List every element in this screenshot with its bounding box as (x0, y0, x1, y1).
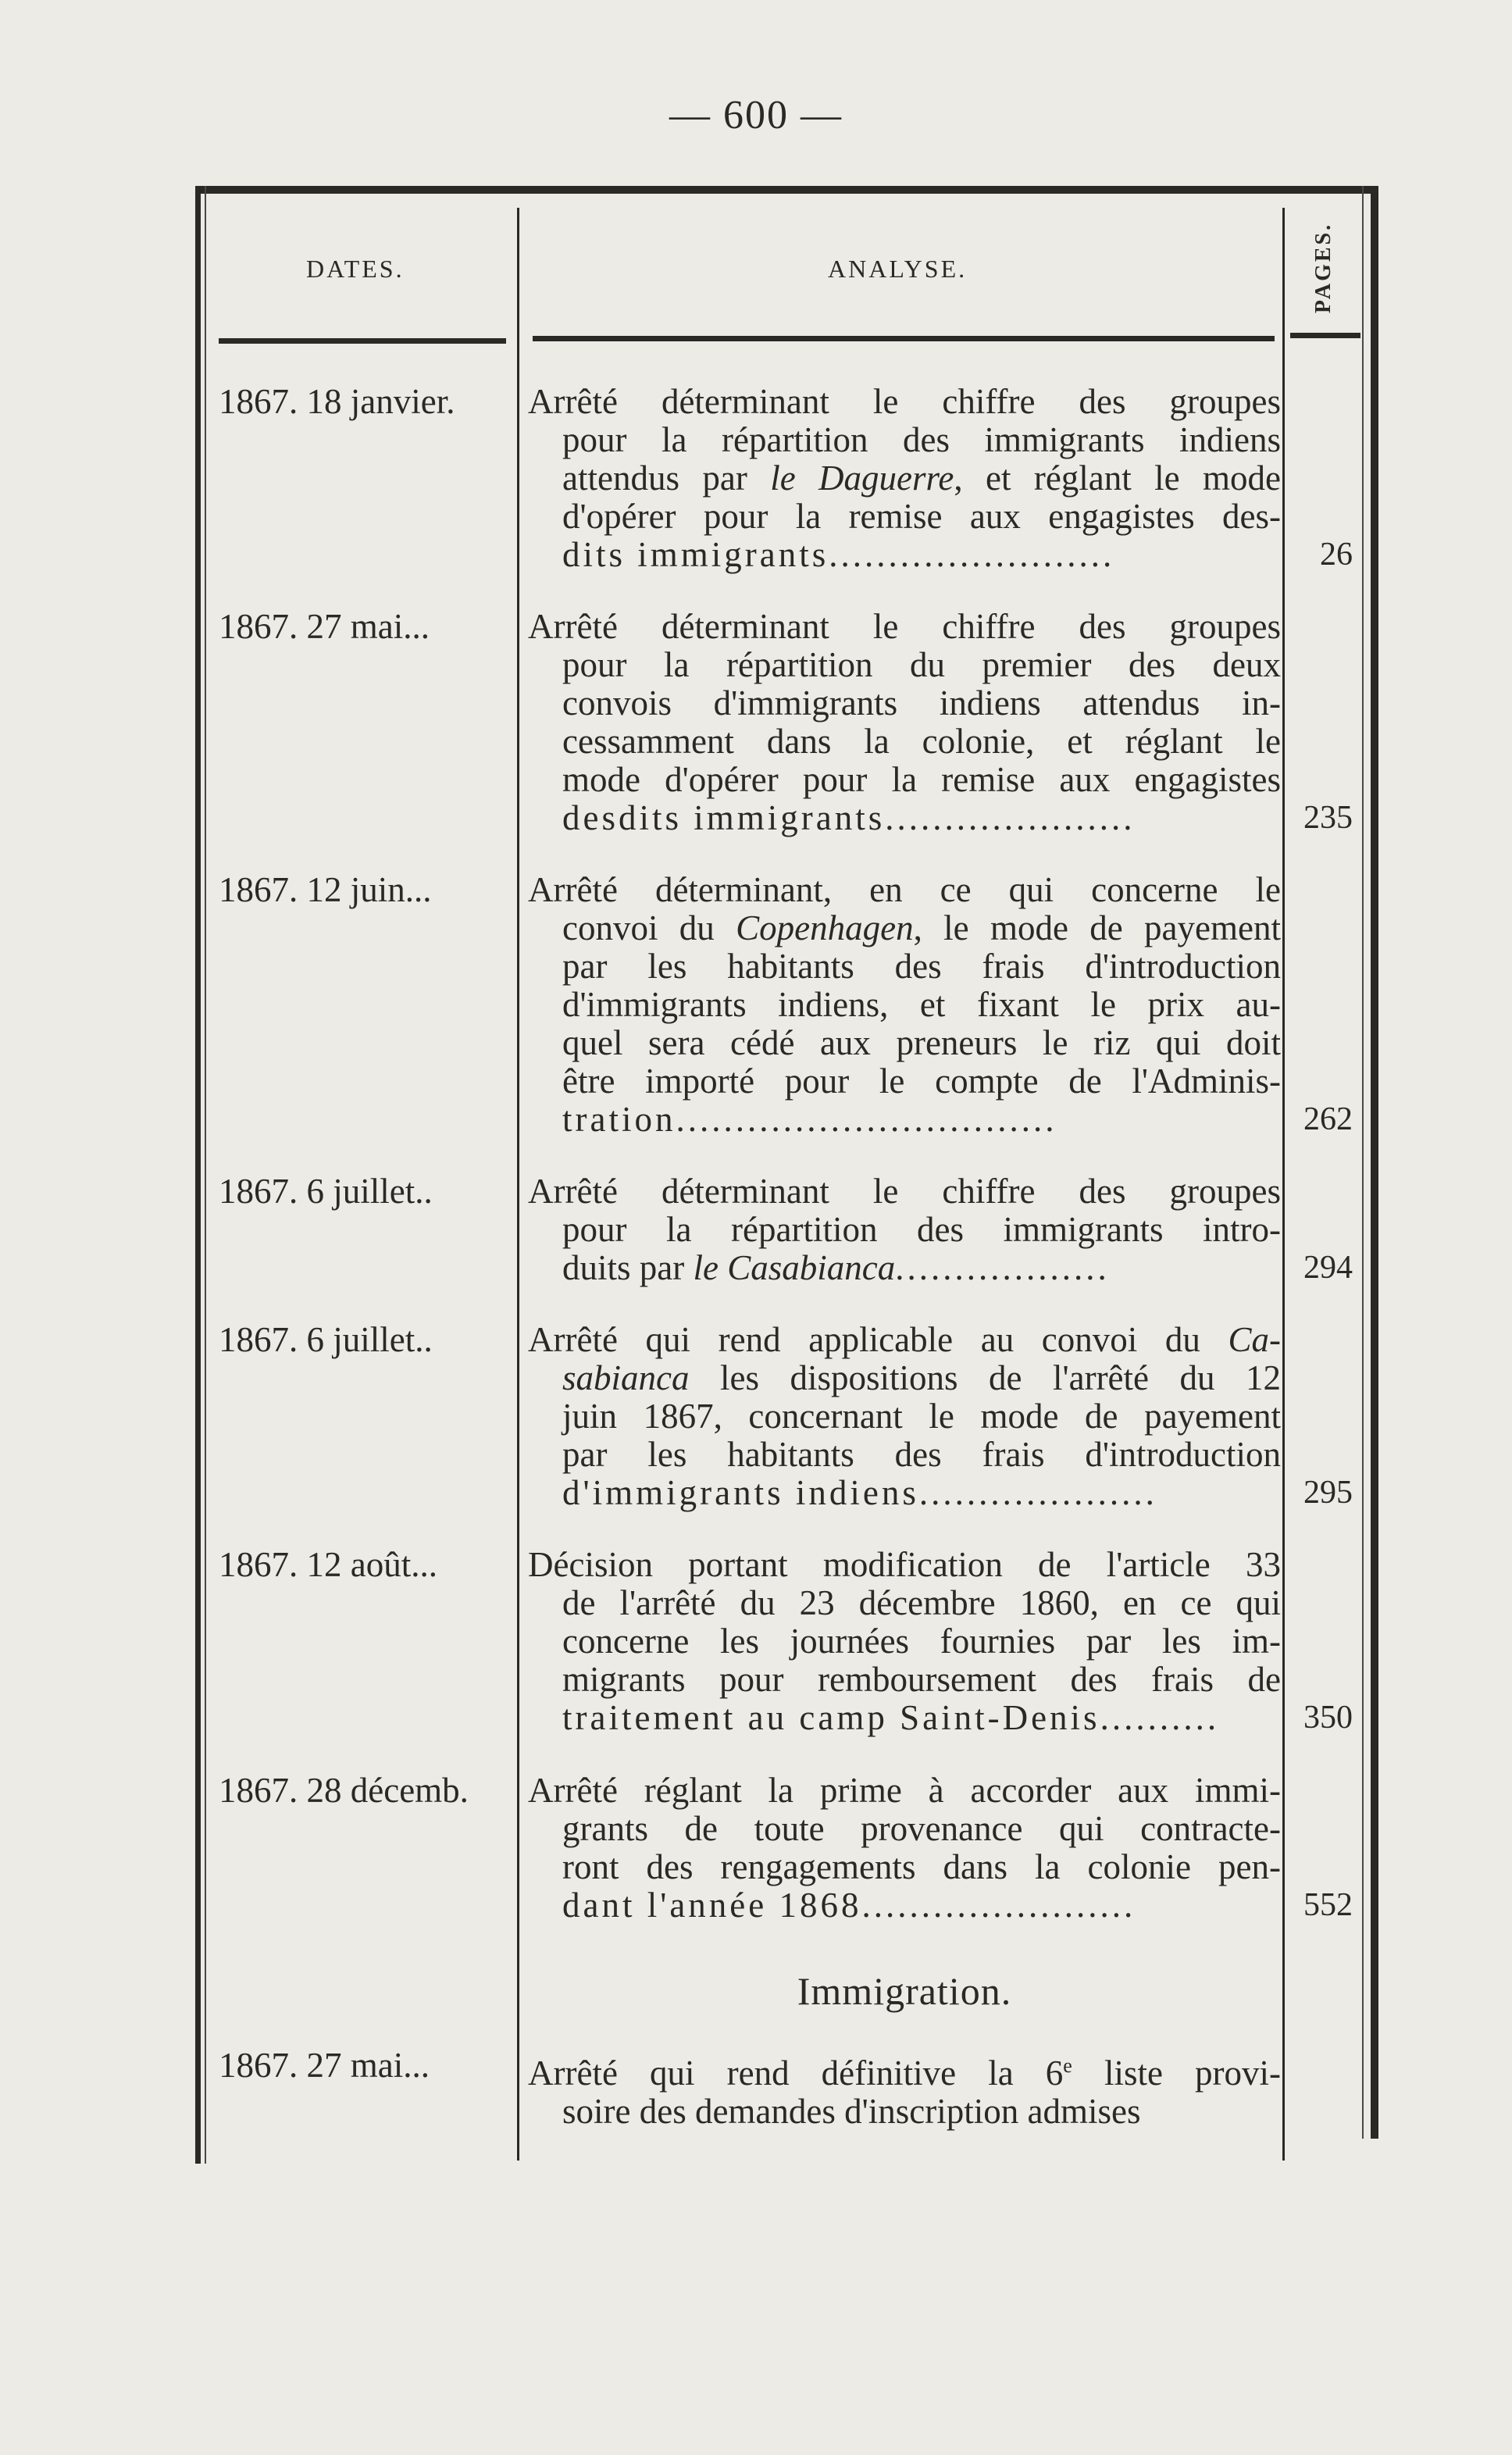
analysis-line: être importé pour le compte de l'Adminis- (562, 1062, 1281, 1101)
table-left-rule (195, 186, 201, 2164)
row-page: 235 (1303, 800, 1353, 836)
analysis-line: attendus par le Daguerre, et réglant le mode (562, 459, 1281, 498)
analysis-line: par les habitants des frais d'introduction (562, 947, 1281, 986)
analysis-line: juin 1867, concernant le mode de payement (562, 1397, 1281, 1436)
row-date: 1867. 28 décemb. (219, 1771, 469, 1810)
analysis-line: Arrêté réglant la prime à accorder aux immi- (528, 1771, 1281, 1810)
analysis-line: convoi du Copenhagen, le mode de payement (562, 908, 1281, 947)
ship-name-casabianca: le Casabianca (693, 1248, 896, 1287)
header-analyse: ANALYSE. (828, 255, 968, 283)
analysis-line: ront des rengagements dans la colonie pen- (562, 1847, 1281, 1886)
page-number: — 600 — (669, 93, 843, 137)
table-right-rule (1371, 186, 1378, 2139)
analysis-line: sabianca les dispositions de l'arrêté du 12 (562, 1358, 1281, 1397)
row-analysis (528, 1172, 1281, 1287)
table-left-inner-rule (205, 186, 206, 2164)
analysis-line: tration................................ (562, 1100, 1057, 1139)
analysis-line: grants de toute provenance qui contracte- (562, 1809, 1281, 1848)
analysis-line: pour la répartition des immigrants indiens (562, 420, 1281, 459)
analysis-line: d'immigrants indiens.................... (562, 1473, 1157, 1512)
row-page: 262 (1303, 1101, 1353, 1137)
row-page: 552 (1303, 1887, 1353, 1923)
row-analysis (528, 383, 1281, 574)
table-top-rule (195, 186, 1378, 194)
analysis-line: dits immigrants........................ (562, 535, 1115, 574)
row-analysis (528, 1546, 1281, 1737)
analysis-line: d'opérer pour la remise aux engagistes des- (562, 497, 1281, 536)
header-rule-pages (1290, 333, 1360, 338)
row-analysis (528, 1321, 1281, 1512)
analysis-line: Arrêté déterminant le chiffre des groupes (528, 607, 1281, 646)
column-divider-pages (1282, 208, 1285, 2161)
row-date: 1867. 6 juillet.. (219, 1172, 433, 1211)
analysis-line: de l'arrêté du 23 décembre 1860, en ce qui (562, 1583, 1281, 1622)
header-dates: DATES. (306, 255, 405, 283)
analysis-line: traitement au camp Saint-Denis.......... (562, 1698, 1220, 1737)
table-right-inner-rule (1362, 186, 1364, 2139)
analysis-line: par les habitants des frais d'introduction (562, 1435, 1281, 1474)
column-divider-dates (517, 208, 519, 2161)
row-page: 350 (1303, 1700, 1353, 1736)
row-analysis (528, 871, 1281, 1139)
analysis-line: mode d'opérer pour la remise aux engagistes (562, 760, 1281, 799)
header-rule-analyse (533, 336, 1275, 341)
row-page: 294 (1303, 1250, 1353, 1286)
row-page: 26 (1320, 537, 1353, 573)
row-date: 1867. 27 mai... (219, 2046, 430, 2085)
header-pages-label: PAGES. (1311, 222, 1335, 314)
section-heading: Immigration. (797, 1969, 1012, 2013)
analysis-line: duits par le Casabianca.................. (562, 1248, 1110, 1287)
ship-name-copenhagen: Copenhagen (736, 908, 914, 947)
analysis-line: desdits immigrants..................... (562, 798, 1136, 837)
analysis-line: Arrêté qui rend applicable au convoi du Ca- (528, 1320, 1281, 1359)
row-page: 295 (1303, 1475, 1353, 1511)
analysis-line: migrants pour remboursement des frais de (562, 1660, 1281, 1699)
analysis-line: cessamment dans la colonie, et réglant le (562, 722, 1281, 761)
row-date: 1867. 12 juin... (219, 870, 432, 909)
analysis-line: pour la répartition des immigrants intro- (562, 1210, 1281, 1249)
analysis-line: pour la répartition du premier des deux (562, 645, 1281, 684)
row-analysis (528, 608, 1281, 837)
analysis-line: concerne les journées fournies par les im- (562, 1622, 1281, 1661)
analysis-line: Décision portant modification de l'article 33 (528, 1545, 1281, 1584)
header-pages (1289, 209, 1359, 327)
row-date: 1867. 18 janvier. (219, 382, 455, 421)
index-table (195, 186, 1378, 2164)
analysis-line: d'immigrants indiens, et fixant le prix au- (562, 985, 1281, 1024)
analysis-line: Arrêté déterminant le chiffre des groupes (528, 382, 1281, 421)
row-date: 1867. 6 juillet.. (219, 1320, 433, 1359)
analysis-line: soire des demandes d'inscription admises (562, 2092, 1141, 2131)
header-rule-dates (219, 338, 506, 344)
row-date: 1867. 27 mai... (219, 607, 430, 646)
analysis-line: Arrêté déterminant le chiffre des groupes (528, 1172, 1281, 1211)
row-analysis (528, 2046, 1281, 2131)
analysis-line: dant l'année 1868....................... (562, 1886, 1136, 1925)
row-date: 1867. 12 août... (219, 1545, 437, 1584)
ship-name-daguerre: le Daguerre (770, 459, 954, 498)
analysis-line: convois d'immigrants indiens attendus in- (562, 683, 1281, 723)
analysis-line: quel sera cédé aux preneurs le riz qui doit (562, 1023, 1281, 1062)
row-analysis (528, 1772, 1281, 1925)
analysis-line: Arrêté déterminant, en ce qui concerne le (528, 870, 1281, 909)
analysis-line: Arrêté qui rend définitive la 6e liste provi- (528, 2054, 1282, 2093)
